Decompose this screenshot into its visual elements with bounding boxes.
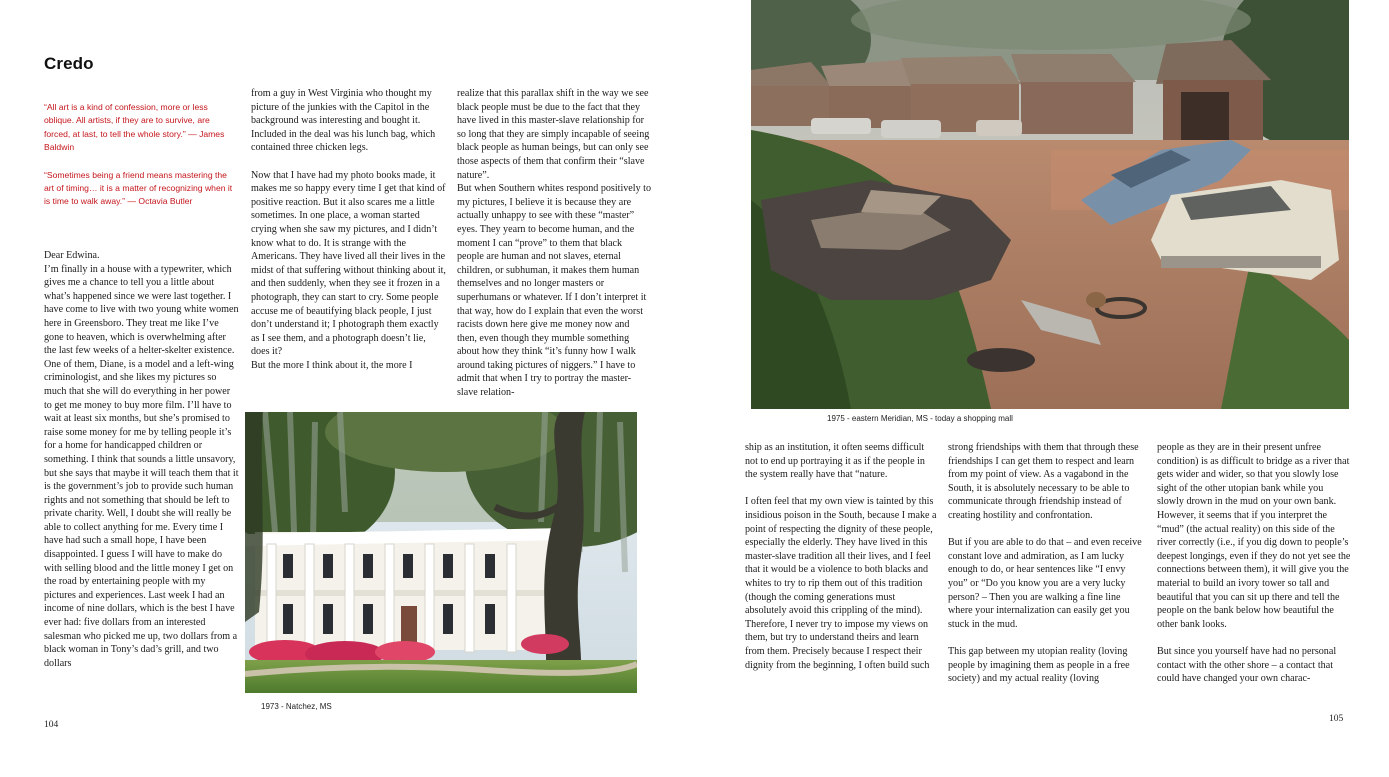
left-page [0,0,694,777]
letter-column-1: Dear Edwina. I’m finally in a house with a typewriter, which gives me a chance to tell you a little about what’s happened since we were last together. I have come to live with two young white women here in Greensboro. They treat me like I’ve gone to heaven, which is overwhelming after the last few weeks of a helter-skelter existence. One of them, Diane, is a model and a left-wing criminologist, and she likes my pictures so much that she will do everything in her power to get me money to buy more film. I’ll have to wait at least six months, but she’s promised to raise some money for me by telling people it’s for a home for handicapped children or something. I think that sounds a little unsavory, but she says that maybe it will teach them that it is the government’s job to provide such human rights and not something that should be left to private charity. Well, I doubt she will really be able to collect anything for me. Every time I have had such a small hope, I have been disappointed. I guess I will have to make do with selling blood and the little money I get on the road by entertaining people with my pictures and experiences. Last week I had an income of nine dollars, which is the best I have ever had: five dollars from an interested salesman who picked me up, two dollars from a black woman in Tony’s dad’s grill, and two dollars [44,250,239,669]
meridian-junkyard-image [751,0,1349,409]
page-number-left: 104 [44,720,59,730]
photo-natchez-mansion [245,412,637,693]
letter-column-2: from a guy in West Virginia who thought my picture of the junkies with the Capitol in the background was interesting and bought it. Included in the deal was his lunch bag, which contained three chicken legs. Now that I have had my photo books made, it makes me so happy every time I get that kind of positive reaction. But it also scares me a little sometimes. In one place, a woman started crying when she saw my pictures, and I didn’t know what to do. It is strange with the Americans. They have lived all their lives in the midst of that suffering without thinking about it, and then suddenly, when they see it frozen in a photograph, they can start to cry. Some people accuse me of beautifying black people, I just don’t understand it; I photograph them exactly as I see them, and a photograph doesn’t lie, does it? But the more I think about it, the more I [251,88,446,371]
epigraph-butler: “Sometimes being a friend means mastering the art of timing… it is a matter of recognizing when it is time to walk away.” — Octavia Butler [44,169,233,207]
natchez-mansion-image [245,412,637,693]
photo-meridian-junkyard [751,0,1349,409]
section-title: Credo [44,54,94,73]
right-page [694,0,1389,777]
photo-caption-natchez: 1973 - Natchez, MS [261,702,332,711]
page-number-right: 105 [1329,714,1344,724]
letter-column-5: strong friendships with them that through these friendships I can get them to respect and learn from my point of view. As a vagabond in the South, it is absolutely necessary to be able to communicate through friendship instead of creating hostility and confrontation. But if you are able to do that – and even receive constant love and admiration, as I am lucky enough to do, or hear sentences like “I envy you” or “Do you know you are a very lucky person? – Then you are walking a fine line where your internalization can easily get you stuck in the mud. This gap between my utopian reality (loving people by imagining them as people in a free society) and my actual reality (loving [948,442,1142,685]
epigraph-baldwin: “All art is a kind of confession, more or less oblique. All artists, if they are to survive, are forced, at last, to tell the whole story.” — James Baldwin [44,102,225,153]
epigraphs [44,101,237,223]
letter-column-4: ship as an institution, it often seems difficult not to end up portraying it as if the people in the system really have that “nature. I often feel that my own view is tainted by this insidious poison in the South, because I make a point of respecting the dignity of these people, especially the elderly. They have lived in this master-slave tradition all their lives, and I feel that it would be a violence to both blacks and whites to try to rip them out of this tradition (though the coming generations must absolutely avoid this crippling of the mind). Therefore, I never try to impose my views on them, but try to understand theirs and learn from them. Precisely because I respect their dignity from the beginning, I often build such [745,442,937,671]
letter-column-3: realize that this parallax shift in the way we see black people must be due to the fact that they have lived in this master-slave relationship for so long that they are simply incapable of seeing black people as human beings, but can only see those aspects of them that confirm their “slave nature”. But when Southern whites respond positively to my pictures, I believe it is because they are actually unhappy to see with these “master” eyes. They yearn to become human, and the moment I can “prove” to them that black people are human and not slaves, eternal children, or subhuman, it makes them human themselves and no longer masters or superhumans or whatever. If I don’t interpret it that way, how do I explain that even the worst racists down here give me money now and then, even though they mumble something about how they think “it’s funny how I walk around taking pictures of niggers.” I have to admit that when I try to portray the master-slave relation- [457,88,651,399]
photo-caption-meridian: 1975 - eastern Meridian, MS - today a shopping mall [827,414,1013,423]
letter-column-6: people as they are in their present unfree condition) is as difficult to bridge as a river that gets wider and wider, so that you slowly lose sight of the other utopian bank while you slowly drown in the mud on your own bank. However, it seems that if you interpret the “mud” (the actual reality) on this side of the river correctly (i.e., if you dig down to people’s deepest longings, even if they do not yet see the connections between them), it will give you the material to build an ivory tower so tall and beautiful that you can sit up there and tell the people on the bank below how beautiful the other bank looks. But since you yourself have had no personal contact with the other shore – a contact that could have changed your own charac- [1157,442,1351,685]
